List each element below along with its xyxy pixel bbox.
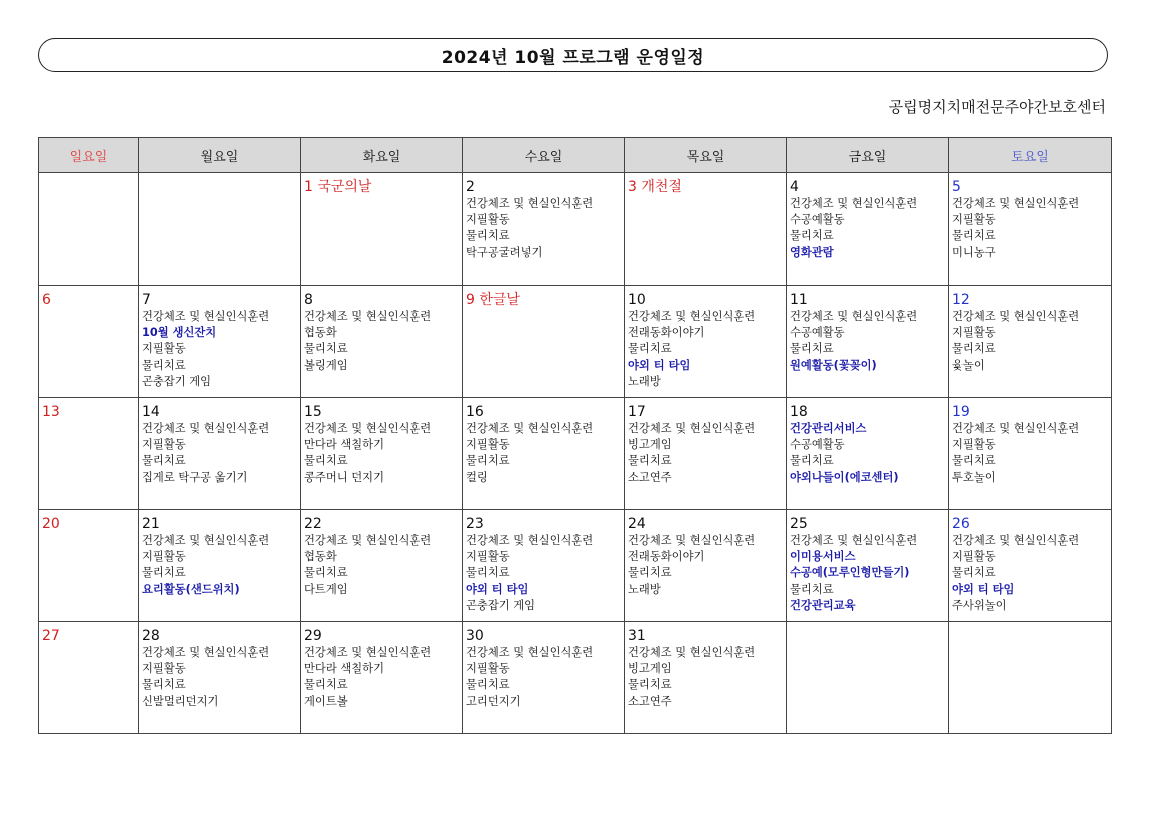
holiday-label: 9 한글날 bbox=[466, 292, 520, 308]
program-item: 수공예활동 bbox=[790, 438, 845, 452]
program-item: 물리치료 bbox=[142, 454, 186, 468]
program-list bbox=[790, 309, 946, 374]
day-cell bbox=[787, 510, 949, 622]
program-item: 물리치료 bbox=[466, 566, 510, 580]
day-cell bbox=[39, 398, 139, 510]
day-cell bbox=[139, 286, 301, 398]
day-cell bbox=[301, 622, 463, 734]
weekday-header-friday: 금요일 bbox=[787, 138, 949, 173]
program-item: 지필활동 bbox=[466, 438, 510, 452]
program-list bbox=[142, 421, 298, 486]
weekday-header-sunday: 일요일 bbox=[39, 138, 139, 173]
day-cell bbox=[949, 286, 1112, 398]
program-item: 전래동화이야기 bbox=[628, 326, 705, 340]
page-title: 2024년 10월 프로그램 운영일정 bbox=[441, 47, 705, 68]
weekday-header-tuesday: 화요일 bbox=[301, 138, 463, 173]
program-item: 신발멀리던지기 bbox=[142, 694, 219, 708]
day-cell bbox=[39, 173, 139, 286]
day-number: 10 bbox=[628, 292, 646, 308]
day-number: 18 bbox=[790, 404, 808, 420]
day-cell bbox=[463, 510, 625, 622]
day-number: 23 bbox=[466, 516, 484, 532]
day-cell bbox=[949, 173, 1112, 286]
day-cell bbox=[139, 622, 301, 734]
day-cell bbox=[139, 173, 301, 286]
program-item: 지필활동 bbox=[142, 438, 186, 452]
program-item: 집게로 탁구공 옮기기 bbox=[142, 470, 248, 484]
program-item: 건강체조 및 현실인식훈련 bbox=[790, 197, 918, 210]
program-item: 건강체조 및 현실인식훈련 bbox=[790, 310, 918, 323]
week-row bbox=[39, 173, 1112, 286]
program-item: 건강체조 및 현실인식훈련 bbox=[628, 534, 756, 547]
program-item: 빙고게임 bbox=[628, 438, 672, 452]
day-number: 26 bbox=[952, 516, 970, 532]
program-item: 물리치료 bbox=[304, 454, 348, 468]
program-item: 빙고게임 bbox=[628, 662, 672, 676]
program-list bbox=[304, 645, 460, 710]
day-number: 22 bbox=[304, 516, 322, 532]
program-item: 다트게임 bbox=[304, 582, 348, 596]
day-cell bbox=[787, 286, 949, 398]
day-number: 31 bbox=[628, 628, 646, 644]
weekday-header-saturday: 토요일 bbox=[949, 138, 1112, 173]
day-cell bbox=[949, 622, 1112, 734]
program-item: 물리치료 bbox=[466, 229, 510, 243]
day-cell bbox=[39, 622, 139, 734]
program-item: 건강체조 및 현실인식훈련 bbox=[466, 646, 594, 659]
program-list bbox=[952, 309, 1109, 374]
day-number: 27 bbox=[42, 628, 60, 644]
program-item: 만다라 색칠하기 bbox=[304, 662, 384, 676]
program-list bbox=[466, 645, 622, 710]
day-cell bbox=[787, 173, 949, 286]
week-row bbox=[39, 622, 1112, 734]
day-cell bbox=[949, 398, 1112, 510]
holiday-label: 3 개천절 bbox=[628, 179, 682, 195]
day-cell bbox=[139, 398, 301, 510]
program-list bbox=[790, 533, 946, 614]
program-item: 지필활동 bbox=[952, 213, 996, 227]
program-item: 수공예활동 bbox=[790, 213, 845, 227]
program-list bbox=[304, 533, 460, 598]
program-item-highlight: 야외 티 타임 bbox=[952, 582, 1015, 596]
program-item: 물리치료 bbox=[304, 678, 348, 692]
program-item: 건강체조 및 현실인식훈련 bbox=[304, 534, 432, 547]
day-cell bbox=[39, 510, 139, 622]
program-item: 물리치료 bbox=[628, 454, 672, 468]
program-item: 건강체조 및 현실인식훈련 bbox=[142, 646, 270, 659]
day-cell bbox=[787, 398, 949, 510]
weekday-header-row bbox=[39, 138, 1112, 173]
program-item: 협동화 bbox=[304, 326, 337, 340]
day-cell bbox=[301, 510, 463, 622]
program-item: 지필활동 bbox=[952, 326, 996, 340]
program-item: 소고연주 bbox=[628, 470, 672, 484]
day-number: 11 bbox=[790, 292, 808, 308]
day-number: 16 bbox=[466, 404, 484, 420]
program-item: 노래방 bbox=[628, 582, 661, 596]
program-list bbox=[466, 533, 622, 614]
program-item-highlight: 야외나들이(에코센터) bbox=[790, 470, 899, 484]
program-item: 건강체조 및 현실인식훈련 bbox=[790, 534, 918, 547]
day-number: 6 bbox=[42, 292, 51, 308]
program-item: 수공예활동 bbox=[790, 326, 845, 340]
calendar-table bbox=[38, 137, 1112, 734]
day-cell bbox=[625, 622, 787, 734]
day-number: 17 bbox=[628, 404, 646, 420]
program-item: 지필활동 bbox=[466, 213, 510, 227]
program-list bbox=[628, 645, 784, 710]
program-item: 건강체조 및 현실인식훈련 bbox=[952, 422, 1080, 435]
day-cell bbox=[301, 173, 463, 286]
program-item: 건강체조 및 현실인식훈련 bbox=[628, 310, 756, 323]
program-item: 볼링게임 bbox=[304, 358, 348, 372]
program-item: 물리치료 bbox=[628, 566, 672, 580]
program-item: 곤충잡기 게임 bbox=[142, 374, 212, 388]
day-cell bbox=[301, 398, 463, 510]
program-item: 물리치료 bbox=[952, 342, 996, 356]
title-banner bbox=[38, 38, 1108, 72]
program-item: 지필활동 bbox=[952, 550, 996, 564]
program-item: 물리치료 bbox=[790, 229, 834, 243]
program-item-highlight: 10월 생신잔치 bbox=[142, 326, 217, 340]
day-number: 4 bbox=[790, 179, 799, 195]
program-item: 컬링 bbox=[466, 470, 488, 484]
program-item: 건강체조 및 현실인식훈련 bbox=[142, 310, 270, 323]
program-item: 지필활동 bbox=[952, 438, 996, 452]
program-list bbox=[790, 421, 946, 486]
program-item: 주사위놀이 bbox=[952, 598, 1007, 612]
program-item: 지필활동 bbox=[466, 550, 510, 564]
program-item-highlight: 이미용서비스 bbox=[790, 550, 856, 564]
program-item: 만다라 색칠하기 bbox=[304, 438, 384, 452]
program-item-highlight: 원예활동(꽃꽂이) bbox=[790, 358, 877, 372]
day-number: 24 bbox=[628, 516, 646, 532]
program-item: 물리치료 bbox=[466, 454, 510, 468]
day-cell bbox=[301, 286, 463, 398]
program-item: 물리치료 bbox=[628, 342, 672, 356]
program-item: 물리치료 bbox=[142, 678, 186, 692]
program-list bbox=[790, 196, 946, 261]
day-number: 30 bbox=[466, 628, 484, 644]
day-cell bbox=[625, 173, 787, 286]
program-list bbox=[952, 421, 1109, 486]
program-item: 물리치료 bbox=[790, 342, 834, 356]
program-item: 물리치료 bbox=[304, 342, 348, 356]
program-item: 건강체조 및 현실인식훈련 bbox=[952, 310, 1080, 323]
day-cell bbox=[39, 286, 139, 398]
program-item: 탁구공굴려넣기 bbox=[466, 245, 543, 259]
program-list bbox=[142, 309, 298, 390]
program-item: 전래동화이야기 bbox=[628, 550, 705, 564]
calendar-body bbox=[39, 173, 1112, 734]
program-item: 건강체조 및 현실인식훈련 bbox=[466, 422, 594, 435]
program-item: 노래방 bbox=[628, 374, 661, 388]
program-item: 건강체조 및 현실인식훈련 bbox=[952, 197, 1080, 210]
day-number: 29 bbox=[304, 628, 322, 644]
program-item: 윷놀이 bbox=[952, 358, 985, 372]
program-item: 건강체조 및 현실인식훈련 bbox=[142, 534, 270, 547]
holiday-label: 1 국군의날 bbox=[304, 179, 372, 195]
week-row bbox=[39, 510, 1112, 622]
day-cell bbox=[463, 286, 625, 398]
day-cell bbox=[949, 510, 1112, 622]
program-item: 미니농구 bbox=[952, 245, 996, 259]
day-number: 8 bbox=[304, 292, 313, 308]
program-item: 물리치료 bbox=[790, 582, 834, 596]
week-row bbox=[39, 398, 1112, 510]
day-number: 25 bbox=[790, 516, 808, 532]
program-item: 협동화 bbox=[304, 550, 337, 564]
day-number: 7 bbox=[142, 292, 151, 308]
program-list bbox=[466, 196, 622, 261]
day-number: 15 bbox=[304, 404, 322, 420]
program-item: 소고연주 bbox=[628, 694, 672, 708]
program-item: 지필활동 bbox=[142, 550, 186, 564]
program-item: 물리치료 bbox=[304, 566, 348, 580]
program-item: 건강체조 및 현실인식훈련 bbox=[142, 422, 270, 435]
program-item: 건강체조 및 현실인식훈련 bbox=[304, 310, 432, 323]
weekday-header-wednesday: 수요일 bbox=[463, 138, 625, 173]
weekday-header-monday: 월요일 bbox=[139, 138, 301, 173]
day-number: 12 bbox=[952, 292, 970, 308]
program-item: 물리치료 bbox=[790, 454, 834, 468]
day-number: 28 bbox=[142, 628, 160, 644]
day-cell bbox=[463, 398, 625, 510]
day-cell bbox=[463, 173, 625, 286]
program-list bbox=[628, 421, 784, 486]
program-item: 물리치료 bbox=[952, 229, 996, 243]
day-number: 5 bbox=[952, 179, 961, 195]
day-cell bbox=[787, 622, 949, 734]
program-item: 곤충잡기 게임 bbox=[466, 598, 536, 612]
program-item: 지필활동 bbox=[142, 342, 186, 356]
program-item: 건강체조 및 현실인식훈련 bbox=[466, 534, 594, 547]
program-list bbox=[304, 309, 460, 374]
day-cell bbox=[625, 286, 787, 398]
program-item: 물리치료 bbox=[466, 678, 510, 692]
program-list bbox=[466, 421, 622, 486]
program-item: 물리치료 bbox=[952, 454, 996, 468]
program-item-highlight: 야외 티 타임 bbox=[466, 582, 529, 596]
program-item-highlight: 수공예(모루인형만들기) bbox=[790, 566, 910, 580]
program-list bbox=[628, 533, 784, 598]
day-cell bbox=[625, 510, 787, 622]
program-item-highlight: 영화관람 bbox=[790, 245, 834, 259]
organization-name: 공립명지치매전문주야간보호센터 bbox=[888, 98, 1106, 116]
program-item: 물리치료 bbox=[142, 566, 186, 580]
program-item: 지필활동 bbox=[142, 662, 186, 676]
program-item: 건강체조 및 현실인식훈련 bbox=[628, 422, 756, 435]
day-cell bbox=[625, 398, 787, 510]
program-item: 투호놀이 bbox=[952, 470, 996, 484]
program-item-highlight: 야외 티 타임 bbox=[628, 358, 691, 372]
day-number: 2 bbox=[466, 179, 475, 195]
program-list bbox=[952, 196, 1109, 261]
program-item: 건강체조 및 현실인식훈련 bbox=[466, 197, 594, 210]
program-item: 콩주머니 던지기 bbox=[304, 470, 384, 484]
program-item: 고리던지기 bbox=[466, 694, 521, 708]
program-list bbox=[952, 533, 1109, 614]
day-number: 20 bbox=[42, 516, 60, 532]
day-number: 13 bbox=[42, 404, 60, 420]
program-list bbox=[304, 421, 460, 486]
day-number: 19 bbox=[952, 404, 970, 420]
program-item: 건강체조 및 현실인식훈련 bbox=[304, 646, 432, 659]
program-item: 건강체조 및 현실인식훈련 bbox=[952, 534, 1080, 547]
program-item: 건강체조 및 현실인식훈련 bbox=[628, 646, 756, 659]
program-item: 게이트볼 bbox=[304, 694, 348, 708]
program-list bbox=[142, 533, 298, 598]
weekday-header-thursday: 목요일 bbox=[625, 138, 787, 173]
program-item: 물리치료 bbox=[142, 358, 186, 372]
program-item: 지필활동 bbox=[466, 662, 510, 676]
program-item-highlight: 건강관리교육 bbox=[790, 598, 856, 612]
day-number: 14 bbox=[142, 404, 160, 420]
program-list bbox=[142, 645, 298, 710]
program-item: 물리치료 bbox=[628, 678, 672, 692]
day-cell bbox=[139, 510, 301, 622]
program-item-highlight: 건강관리서비스 bbox=[790, 422, 867, 435]
day-cell bbox=[463, 622, 625, 734]
program-item: 물리치료 bbox=[952, 566, 996, 580]
week-row bbox=[39, 286, 1112, 398]
program-item: 건강체조 및 현실인식훈련 bbox=[304, 422, 432, 435]
program-list bbox=[628, 309, 784, 390]
program-item-highlight: 요리활동(샌드위치) bbox=[142, 582, 240, 596]
day-number: 21 bbox=[142, 516, 160, 532]
